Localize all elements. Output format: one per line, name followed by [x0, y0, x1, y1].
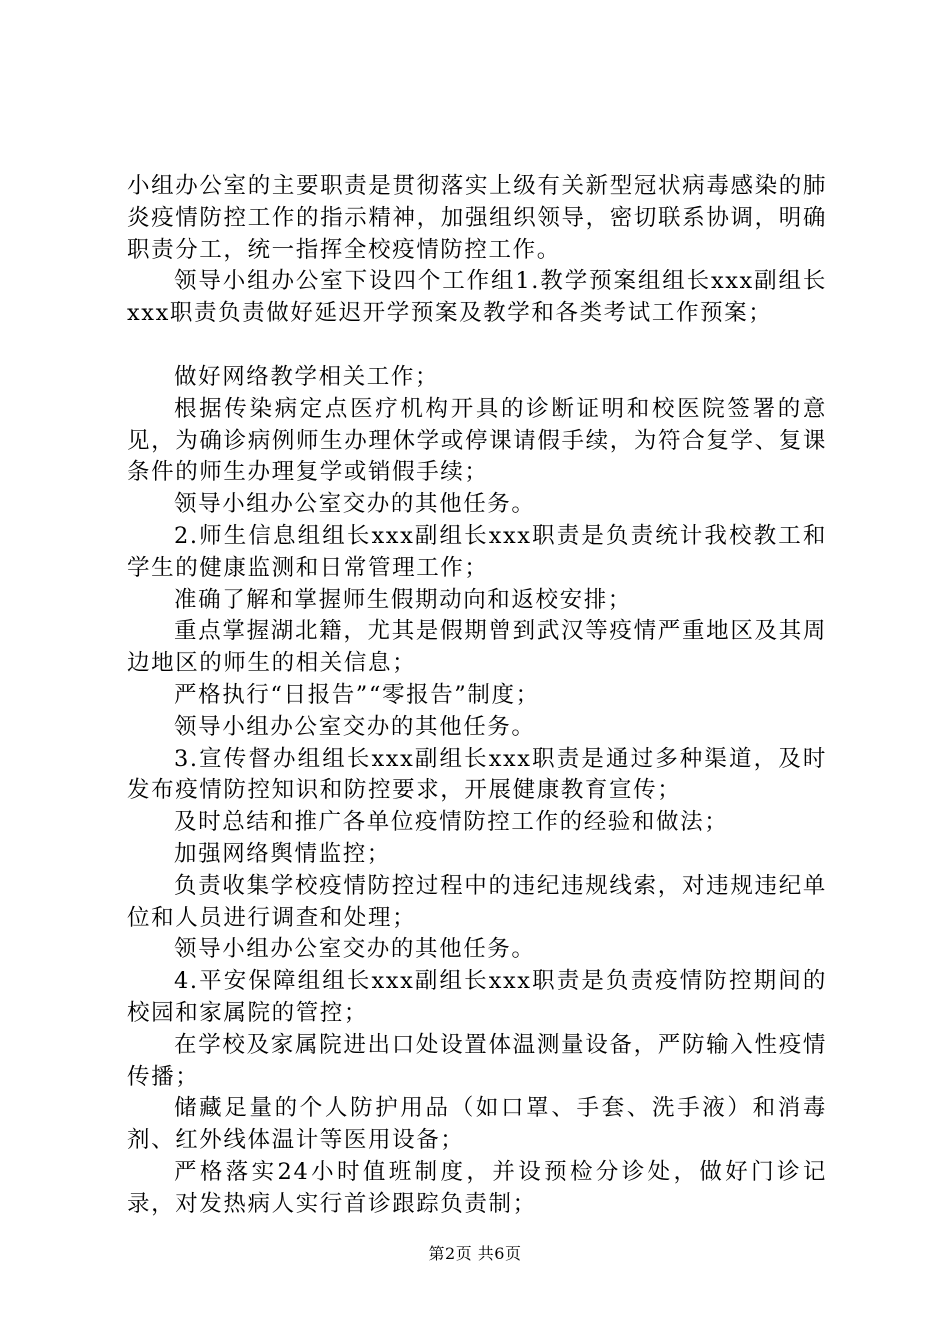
page-footer — [0, 1244, 950, 1264]
paragraph: 严格执行“日报告”“零报告”制度； — [174, 681, 540, 708]
paragraph-continuation: 小组办公室的主要职责是贯彻落实上级有关新型冠状病毒感染的肺炎疫情防控工作的指示精神，加强组织领导，密切联系协调，明确职责分工，统一指挥全校疫情防控工作。 — [127, 173, 827, 263]
paragraph: 领导小组办公室交办的其他任务。 — [174, 936, 536, 963]
paragraph: 领导小组办公室交办的其他任务。 — [174, 713, 536, 740]
paragraph: 领导小组办公室交办的其他任务。 — [174, 491, 536, 518]
page-number: 第2页 共6页 — [428, 1244, 522, 1263]
document-body — [127, 171, 827, 1221]
paragraph: 储藏足量的个人防护用品（如口罩、手套、洗手液）和消毒剂、红外线体温计等医用设备； — [127, 1095, 827, 1154]
paragraph: 准确了解和掌握师生假期动向和返校安排； — [174, 586, 632, 613]
paragraph: 严格落实24小时值班制度，并设预检分诊处，做好门诊记录，对发热病人实行首诊跟踪负责制； — [127, 1158, 827, 1217]
paragraph-workgroups-intro: 领导小组办公室下设四个工作组1.教学预案组组长xxx副组长xxx职责负责做好延迟开学预案及教学和各类考试工作预案； — [127, 268, 827, 327]
paragraph: 重点掌握湖北籍，尤其是假期曾到武汉等疫情严重地区及其周边地区的师生的相关信息； — [127, 618, 827, 677]
paragraph: 在学校及家属院进出口处设置体温测量设备，严防输入性疫情传播； — [127, 1031, 827, 1090]
paragraph: 根据传染病定点医疗机构开具的诊断证明和校医院签署的意见，为确诊病例师生办理休学或停课请假手续，为符合复学、复课条件的师生办理复学或销假手续； — [127, 395, 827, 486]
paragraph: 负责收集学校疫情防控过程中的违纪违规线索，对违规违纪单位和人员进行调查和处理； — [127, 872, 827, 931]
paragraph-group-3: 3.宣传督办组组长xxx副组长xxx职责是通过多种渠道，及时发布疫情防控知识和防控要求，开展健康教育宣传； — [127, 745, 827, 804]
paragraph-group-4: 4.平安保障组组长xxx副组长xxx职责是负责疫情防控期间的校园和家属院的管控； — [127, 968, 827, 1026]
paragraph-group-2: 2.师生信息组组长xxx副组长xxx职责是负责统计我校教工和学生的健康监测和日常管理工作； — [127, 522, 827, 581]
paragraph: 加强网络舆情监控； — [174, 840, 391, 867]
paragraph: 及时总结和推广各单位疫情防控工作的经验和做法； — [174, 809, 729, 836]
paragraph: 做好网络教学相关工作； — [174, 363, 440, 390]
